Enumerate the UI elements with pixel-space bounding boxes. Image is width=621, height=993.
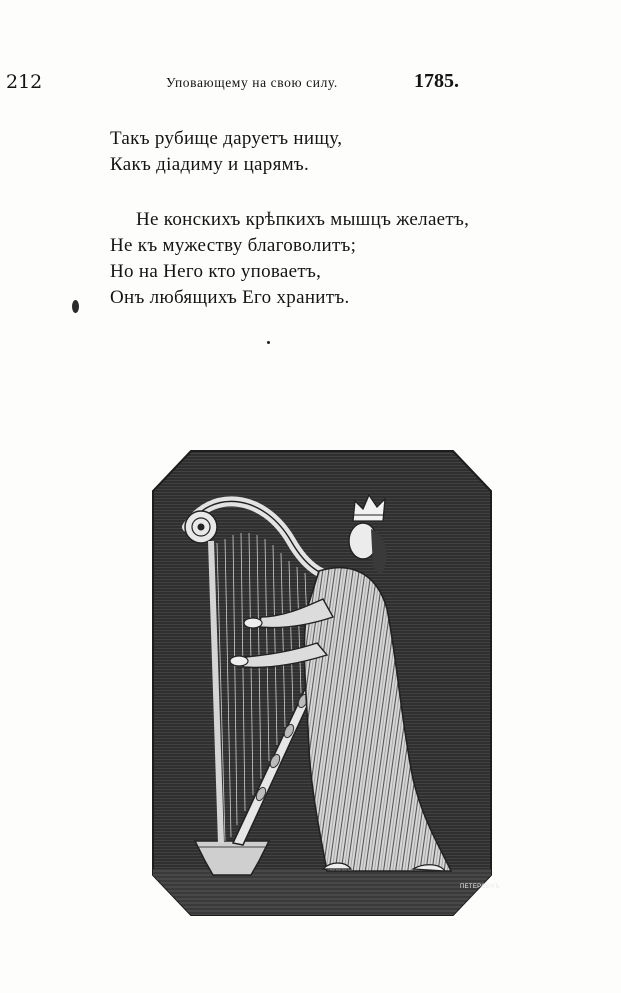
verse-line: Не къ мужеству благоволитъ; xyxy=(110,235,357,256)
ink-blot xyxy=(72,300,79,313)
verse-line: Но на Него кто уповаетъ, xyxy=(110,261,322,282)
verse-line: Какъ діадиму и царямъ. xyxy=(110,154,310,175)
verse-line: Онъ любящихъ Его хранитъ. xyxy=(110,287,350,308)
ink-dot xyxy=(267,341,270,344)
engraver-signature: ПЕТЕРСЕНЪ xyxy=(460,884,501,890)
stanza-1 xyxy=(110,126,342,178)
verse-line: Не конскихъ крѣпкихъ мышцъ желаетъ, xyxy=(136,209,470,230)
verse-line: Такъ рубище даруетъ нищу, xyxy=(110,128,343,149)
harpist-engraving xyxy=(151,449,493,917)
running-title: Уповающему на свою силу. xyxy=(166,75,338,90)
running-year: 1785. xyxy=(414,70,459,92)
stanza-2 xyxy=(110,207,469,311)
page-number: 212 xyxy=(6,71,43,93)
